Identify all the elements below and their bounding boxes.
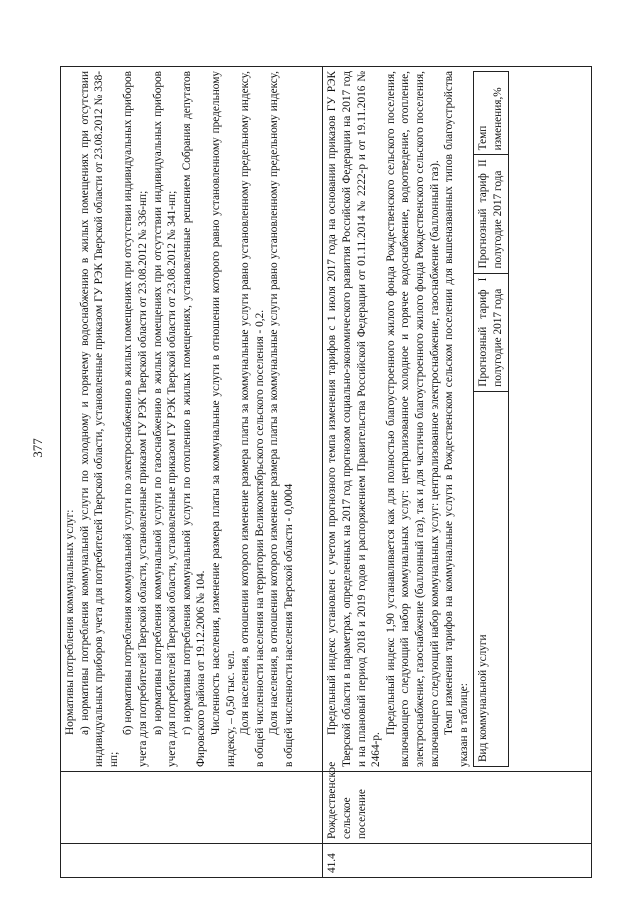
header-tariff-h1: Прогнозный тариф I полугодие 2017 года <box>474 273 508 391</box>
settlement-name-cell <box>61 772 323 844</box>
paragraph: Численность населения, изменение размера платы за коммунальные услуги в отношении которого равно установленному предельному индексу, – 0,50 тыс. чел. <box>209 71 237 767</box>
table-row <box>323 67 592 878</box>
header-tariff-h2: Прогнозный тариф II полугодие 2017 года <box>474 155 508 273</box>
description-cell <box>61 67 323 772</box>
tariff-table-header <box>474 72 508 767</box>
header-service-type: Вид коммунальной услуги <box>474 391 508 766</box>
paragraph: Доля населения, в отношении которого изменение размера платы за коммунальные услуги равно установленному предельному индексу, в общей численности населения на территории Великооктябрьского сельского поселения - 0,2. <box>239 71 266 767</box>
table-row <box>61 67 323 878</box>
settlement-name-cell: Рождественское сельское поселение <box>323 772 592 844</box>
rotated-page-content <box>60 66 592 878</box>
paragraph: Предельный индекс установлен с учетом прогнозного темпа изменения тарифов с 1 июля 2017 года на основании приказов ГУ РЭК Тверской области в параметрах, определенных на 2017 год прогнозом социально-экономического развития Российской Федерации на 2017 год и на плановый период 2018 и 2019 годов и распоряжением Правительства Российской Федерации от 01.11.2014 № 2222-р и от 19.11.2016 № 2464-р. <box>326 71 383 767</box>
paragraph: Предельный индекс 1,90 устанавливается как для полностью благоустроенного жилого фонда Рождественского сельского поселения, включающего следующий набор коммунальных услуг: централизованное холодное и горячее водоснабжение, водоотведение, отопление, электроснабжение, газоснабжение (баллонный газ), так и для частично благоустроенного жилого фонда Рождественского сельского поселения, включающего следующий набор коммунальных услуг: централизованное электроснабжение, газоснабжение (баллонный газ). <box>384 71 441 767</box>
paragraph: г) нормативы потребления коммунальной услуги по отоплению в жилых помещениях, установленные решением Собрания депутатов Фировского района от 19.12.2006 № 104. <box>180 71 208 767</box>
page-number: 377 <box>29 438 45 458</box>
header-change-rate: Темп изменения,% <box>474 72 508 155</box>
row-number-cell: 41.4 <box>323 844 592 878</box>
paragraph: Темп изменения тарифов на коммунальные услуги в Рождественском сельском поселении для вышеназванных типов благоустройства указан в таблице: <box>443 71 470 767</box>
paragraph: Доля населения, в отношении которого изменение размера платы за коммунальные услуги равно установленному предельному индексу, в общей численности населения Тверской области - 0,0004 <box>268 71 295 767</box>
paragraph: б) нормативы потребления коммунальной услуги по электроснабжению в жилых помещениях при отсутствии индивидуальных приборов учета для потребителей Тверской области, установленные приказом ГУ РЭК Тверской области от 23.08.2012 № 336-нп; <box>122 71 149 767</box>
document-table <box>60 66 592 878</box>
description-cell <box>323 67 592 772</box>
row-number-cell <box>61 844 323 878</box>
paragraph: а) нормативы потребления коммунальной услуги по холодному и горячему водоснабжению в жилых помещениях при отсутствии индивидуальных приборов учета для потребителей Тверской области, установленные приказом ГУ РЭК Тверской области от 23.08.2012 № 338-нп; <box>78 71 120 767</box>
tariff-table <box>473 71 508 767</box>
paragraph: в) нормативы потребления коммунальной услуги по газоснабжению в жилых помещениях при отсутствии индивидуальных приборов учета для потребителей Тверской области, установленные приказом ГУ РЭК Тверской области от 23.08.2012 № 341-нп; <box>151 71 179 767</box>
paragraph: Нормативы потребления коммунальных услуг: <box>64 509 76 735</box>
